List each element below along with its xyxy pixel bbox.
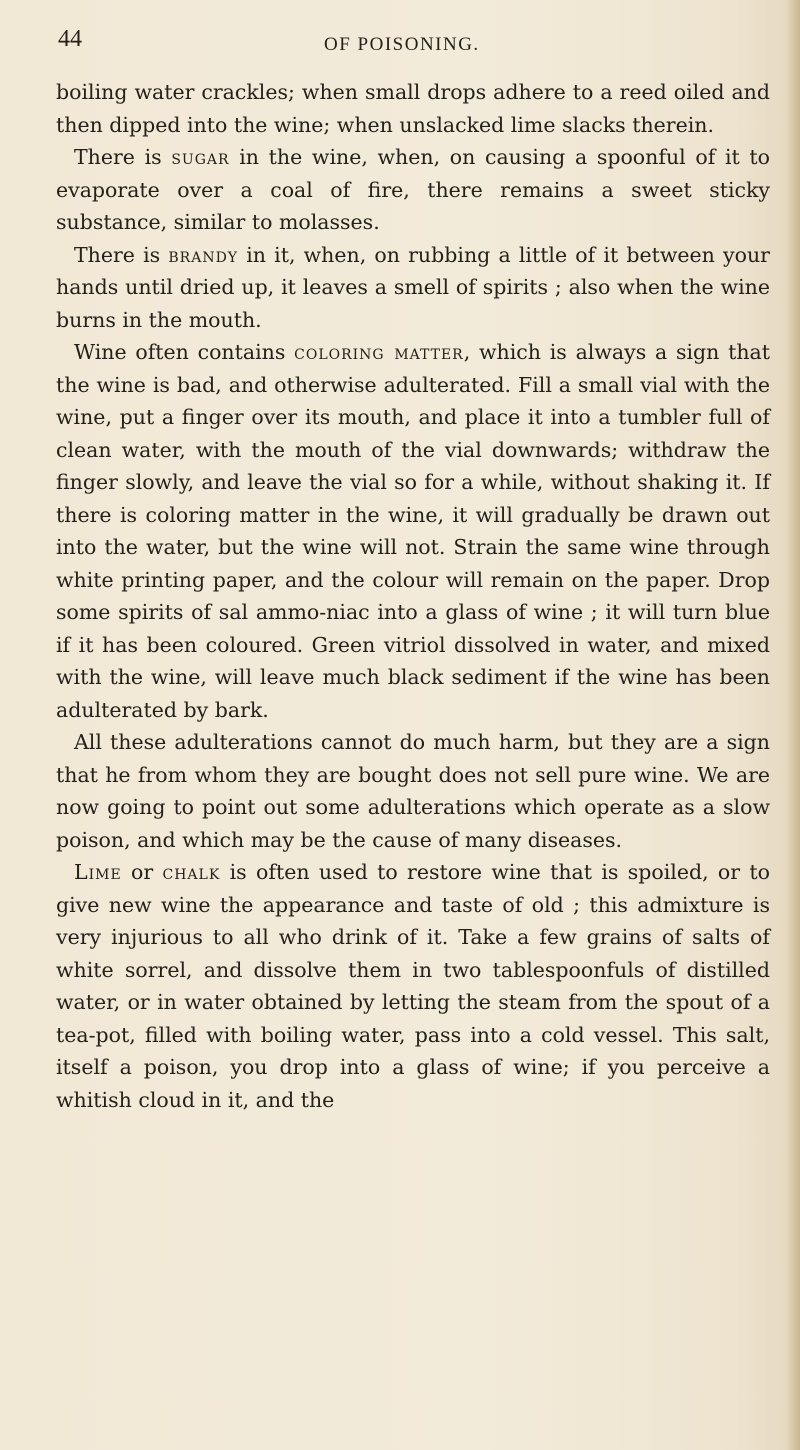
body-text	[56, 76, 770, 1116]
keyword-lime: Lime	[74, 860, 122, 884]
keyword-coloring-matter: coloring matter	[294, 340, 464, 364]
paragraph-lime-chalk: Lime or chalk is often used to restore wine that is spoiled, or to give new wine the appearance and taste of old ; this admixture is very injurious to all who drink of it. Take a few grains of salts of white sorrel, and dissolve them in two tablespoonfuls of distilled water, or in water obtained by letting the steam from the spout of a tea-pot, filled with boiling water, pass into a cold vessel. This salt, itself a poison, you drop into a glass of wine; if you perceive a whitish cloud in it, and the	[56, 860, 770, 1112]
keyword-sugar: sugar	[171, 145, 230, 169]
paragraph-adulterations: All these adulterations cannot do much harm, but they are a sign that he from whom they are bought does not sell pure wine. We are now going to point out some adulterations which operate as a slow poison, and which may be the cause of many diseases.	[56, 730, 770, 852]
page-number: 44	[58, 26, 82, 52]
running-head: OF POISONING.	[324, 34, 480, 55]
keyword-chalk: chalk	[162, 860, 221, 884]
paragraph-continuation: boiling water crackles; when small drops adhere to a reed oiled and then dipped into the wine; when unslacked lime slacks therein.	[56, 80, 770, 137]
paragraph-coloring-matter: Wine often contains coloring matter, which is always a sign that the wine is bad, and otherwise adulterated. Fill a small vial with the wine, put a finger over its mouth, and place it into a tumbler full of clean water, with the mouth of the vial downwards; withdraw the finger slowly, and leave the vial so for a while, without shaking it. If there is coloring matter in the wine, it will gradually be drawn out into the water, but the wine will not. Strain the same wine through white printing paper, and the colour will remain on the paper. Drop some spirits of sal ammo-niac into a glass of wine ; it will turn blue if it has been coloured. Green vitriol dissolved in water, and mixed with the wine, will leave much black sediment if the wine has been adulterated by bark.	[56, 340, 770, 722]
page-edge-shadow	[786, 0, 800, 1450]
page-header	[48, 26, 768, 60]
paragraph-sugar: There is sugar in the wine, when, on causing a spoonful of it to evaporate over a coal of fire, there remains a sweet sticky substance, similar to molasses.	[56, 145, 770, 234]
paragraph-brandy: There is brandy in it, when, on rubbing a little of it between your hands until dried up, it leaves a smell of spirits ; also when the wine burns in the mouth.	[56, 242, 770, 332]
keyword-brandy: brandy	[168, 242, 239, 267]
